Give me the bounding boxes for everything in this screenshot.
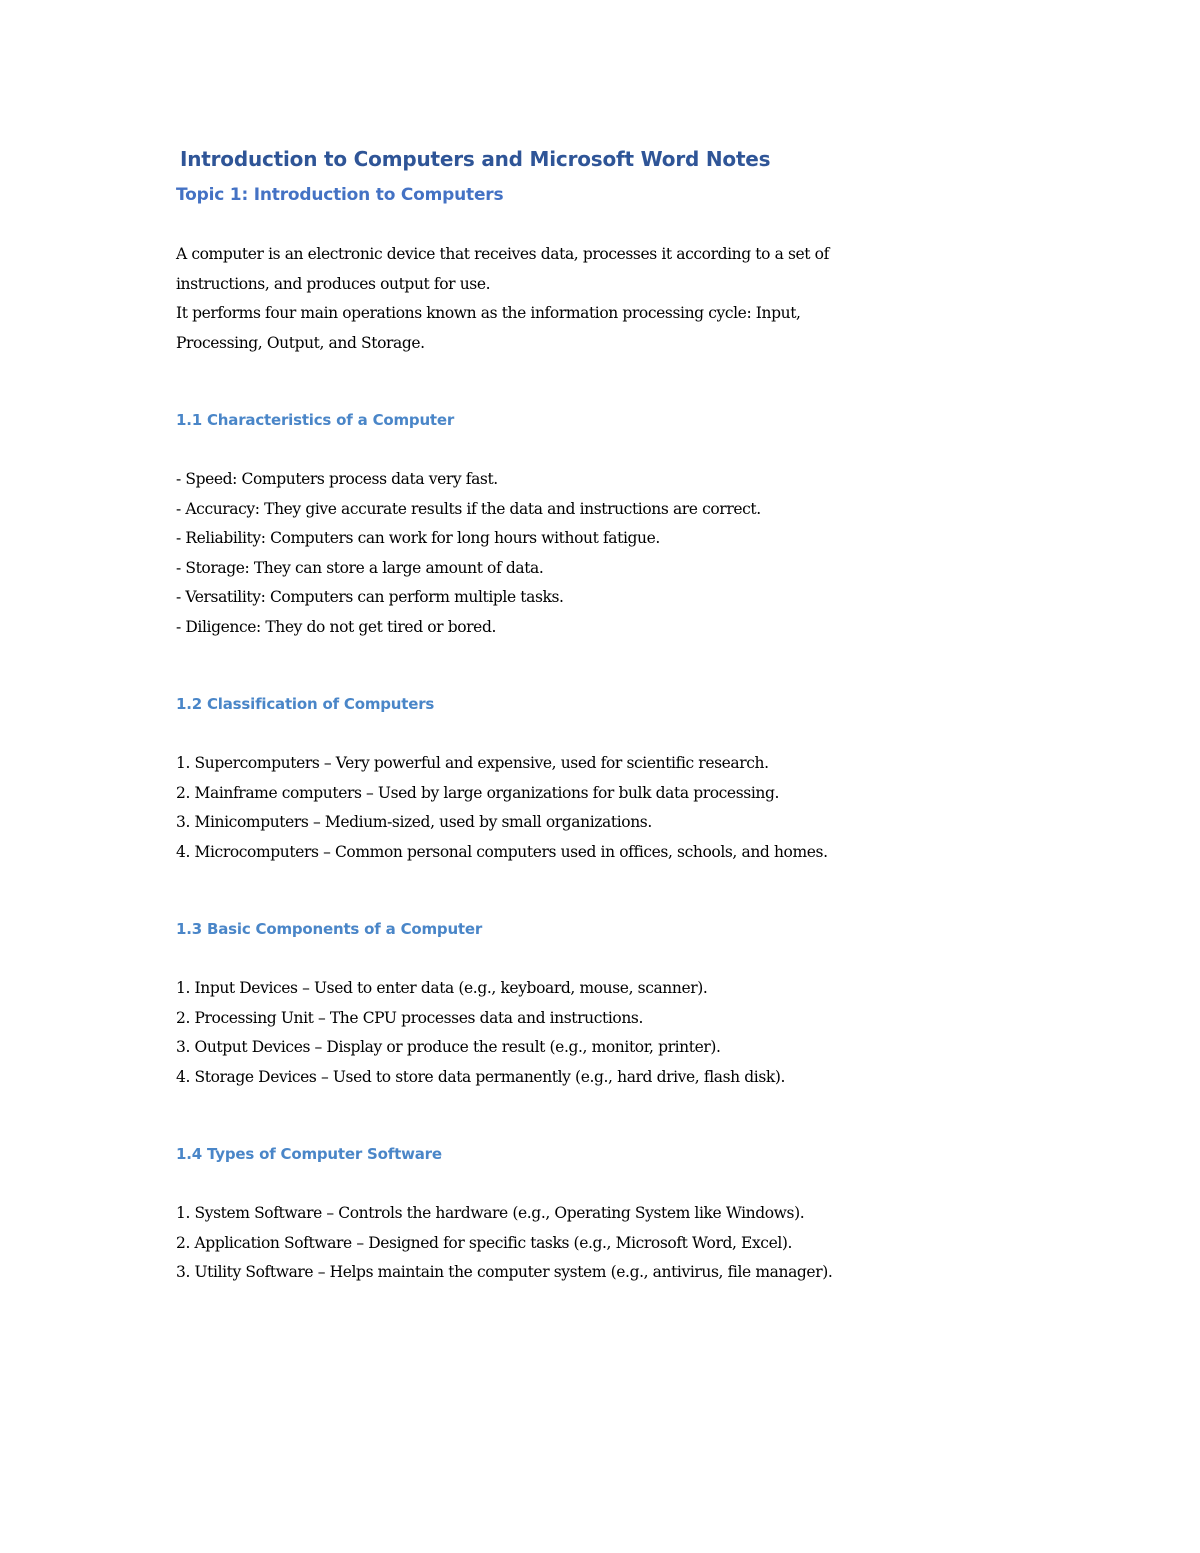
section-characteristics <box>176 406 1036 642</box>
section-classification <box>176 690 1036 867</box>
section-heading: 1.3 Basic Components of a Computer <box>176 920 483 938</box>
list-item: 3. Utility Software – Helps maintain the computer system (e.g., antivirus, file manager). <box>176 1263 833 1281</box>
list-item: 2. Application Software – Designed for specific tasks (e.g., Microsoft Word, Excel). <box>176 1233 793 1252</box>
list-item: 1. Input Devices – Used to enter data (e.g., keyboard, mouse, scanner). <box>176 979 708 997</box>
intro-paragraph <box>176 240 1036 358</box>
list-item: - Storage: They can store a large amount of data. <box>176 558 544 577</box>
list-item: 1. Supercomputers – Very powerful and expensive, used for scientific research. <box>176 754 769 772</box>
document-content <box>176 140 1036 1288</box>
intro-line: It performs four main operations known as the information processing cycle: Input, <box>176 304 801 322</box>
list-item: 2. Processing Unit – The CPU processes data and instructions. <box>176 1008 643 1027</box>
characteristics-list <box>176 465 1036 642</box>
list-item: 4. Storage Devices – Used to store data permanently (e.g., hard drive, flash disk). <box>176 1067 786 1086</box>
list-item: - Diligence: They do not get tired or bored. <box>176 617 496 636</box>
list-item: 2. Mainframe computers – Used by large organizations for bulk data processing. <box>176 783 780 802</box>
software-list <box>176 1199 1036 1288</box>
section-components <box>176 915 1036 1092</box>
list-item: - Speed: Computers process data very fast. <box>176 470 498 488</box>
list-item: 3. Output Devices – Display or produce the result (e.g., monitor, printer). <box>176 1038 721 1056</box>
topic-heading: Topic 1: Introduction to Computers <box>176 185 504 205</box>
document-title: Introduction to Computers and Microsoft Word Notes <box>180 147 771 171</box>
section-heading: 1.4 Types of Computer Software <box>176 1145 442 1163</box>
list-item: 4. Microcomputers – Common personal computers used in offices, schools, and homes. <box>176 842 828 861</box>
list-item: 1. System Software – Controls the hardware (e.g., Operating System like Windows). <box>176 1204 805 1222</box>
section-heading: 1.1 Characteristics of a Computer <box>176 411 455 429</box>
intro-line: instructions, and produces output for use. <box>176 274 491 293</box>
list-item: - Accuracy: They give accurate results if the data and instructions are correct. <box>176 499 761 518</box>
intro-line: A computer is an electronic device that receives data, processes it according to a set of <box>176 245 829 263</box>
intro-line: Processing, Output, and Storage. <box>176 333 425 352</box>
classification-list <box>176 749 1036 867</box>
components-list <box>176 974 1036 1092</box>
list-item: - Versatility: Computers can perform multiple tasks. <box>176 588 564 606</box>
section-heading: 1.2 Classification of Computers <box>176 695 435 713</box>
list-item: - Reliability: Computers can work for long hours without fatigue. <box>176 529 660 547</box>
list-item: 3. Minicomputers – Medium-sized, used by small organizations. <box>176 813 652 831</box>
section-software <box>176 1140 1036 1288</box>
